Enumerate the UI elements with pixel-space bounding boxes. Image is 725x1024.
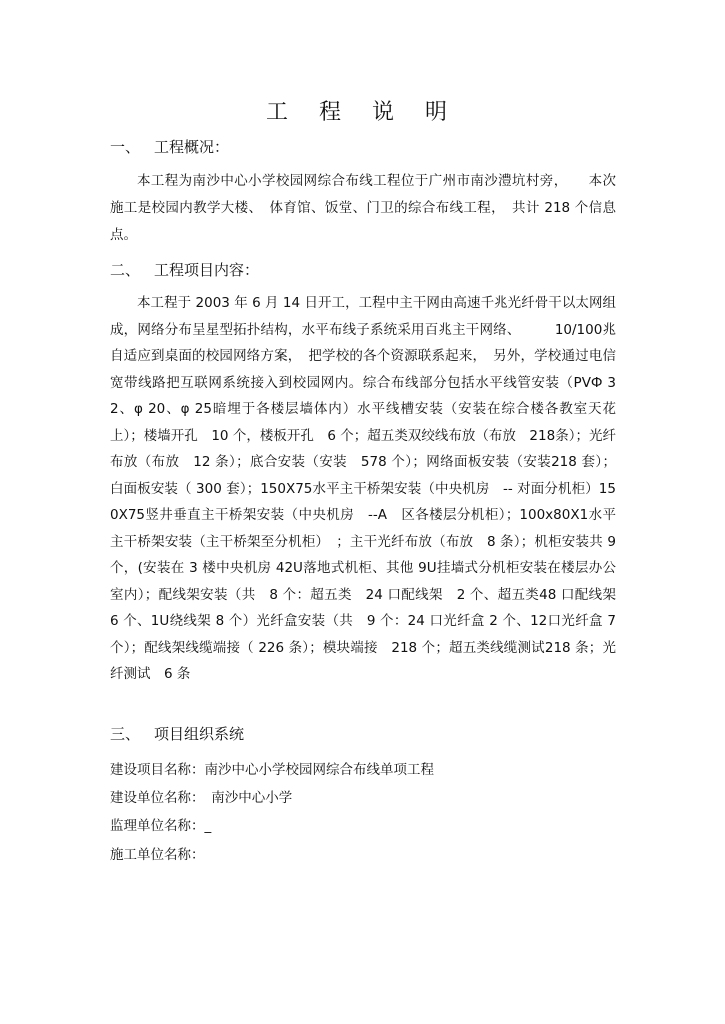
overview-paragraph: 本工程为南沙中心小学校园网综合布线工程位于广州市南沙澧坑村旁， 本次施工是校园内教学大楼、 体育馆、饭堂、门卫的综合布线工程， 共计 218 个信息点。 xyxy=(110,173,616,243)
section-heading-overview xyxy=(110,137,229,157)
section-title: 工程项目内容： xyxy=(154,261,260,279)
contractor-line: 施工单位名称： xyxy=(110,847,205,863)
contents-paragraph: 本工程于 2003 年 6 月 14 日开工，工程中主干网由高速千兆光纤骨干以太网组成，网络分布呈星型拓扑结构，水平布线子系统采用百兆主干网络、 10/100兆自适应到桌面的校园网络方案， 把学校的各个资源联系起来， 另外，学校通过电信宽带线路把互联网系统接入到校园网内。综合布线部分包括水平线管安装（PVФ 32、φ 20、φ 25暗埋于各楼层墙体内）水平线槽安装（安装在综合楼各教室天花上）；楼墙开孔 10 个，楼板开孔 6 个；超五类双绞线布放（布放 218条）；光纤布放（布放 12 条）；底合安装（安装 578 个）；网络面板安装（安装218 套）；白面板安装（ 300 套）；150X75水平主干桥架安装（中央机房 -- 对面分机柜）150X75竖井垂直主干桥架安装（中央机房 --A 区各楼层分机柜）；100x80X1水平主干桥架安装（主干桥架至分机柜） ；主干光纤布放（布放 8 条）；机柜安装共 9 个，(安装在 3 楼中央机房 42U落地式机柜、其他 9U挂墙式分机柜安装在楼层办公室内）；配线架安装（共 8 个：超五类 24 口配线架 2 个、超五类48 口配线架 6 个、1U绕线架 8 个）光纤盒安装（共 9 个：24 口光纤盒 2 个、12口光纤盒 7 个）；配线架线缆端接（ 226 条）；模块端接 218 个；超五类线缆测试218 条；光纤测试 6 条 xyxy=(110,295,630,682)
owner-line: 建设单位名称： 南沙中心小学 xyxy=(110,790,293,806)
section-heading-contents xyxy=(110,260,259,280)
section-heading-organization xyxy=(110,724,244,744)
section-number: 一、 xyxy=(110,138,141,156)
section-title: 工程概况： xyxy=(154,138,230,156)
document-title: 工 程 说 明 xyxy=(266,100,459,125)
section-title: 项目组织系统 xyxy=(154,725,245,743)
section-number: 二、 xyxy=(110,261,141,279)
supervisor-line: 监理单位名称：_ xyxy=(110,818,212,834)
project-name-line: 建设项目名称：南沙中心小学校园网综合布线单项工程 xyxy=(110,762,434,778)
section-number: 三、 xyxy=(110,725,141,743)
